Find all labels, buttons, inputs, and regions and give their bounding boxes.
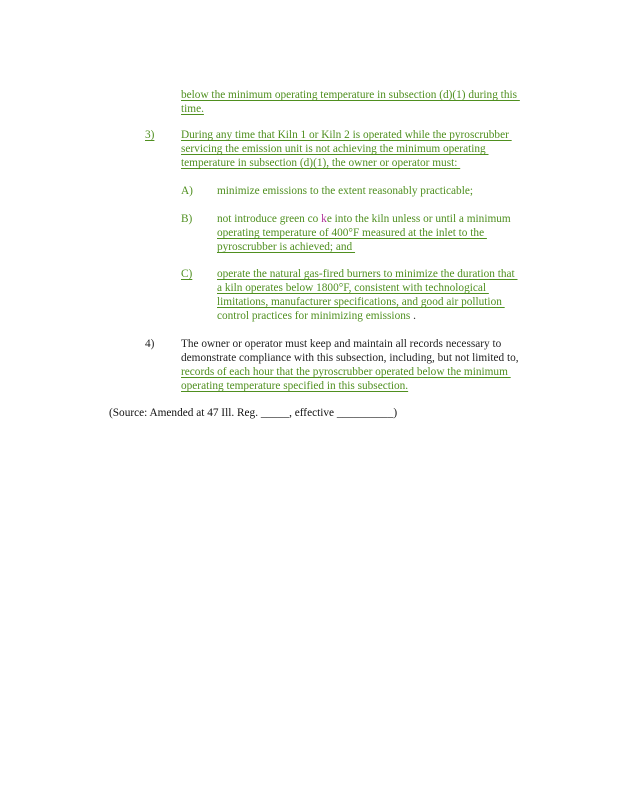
item-3-line-1: During any time that Kiln 1 or Kiln 2 is operated while the pyroscrubber <box>181 129 512 141</box>
sub-c-line-2: a kiln operates below 1800°F, consistent with technological <box>217 282 489 294</box>
sub-a-marker: A) <box>181 185 193 197</box>
item-3-marker: 3) <box>145 129 155 141</box>
sub-b-line-2: operating temperature of 400°F measured at the inlet to the <box>217 227 487 239</box>
item-4-line-3: records of each hour that the pyroscrubber operated below the minimum <box>181 366 511 378</box>
sub-b-line-3: pyroscrubber is achieved; and <box>217 241 356 253</box>
sub-c-line-4 <box>217 309 416 324</box>
sub-c-line-4-tail: . <box>413 310 416 322</box>
sub-c-line-4-text: control practices for minimizing emissions <box>217 310 414 322</box>
item-3-line-2: servicing the emission unit is not achieving the minimum operating <box>181 143 489 155</box>
sub-c-line-1: operate the natural gas-fired burners to minimize the duration that <box>217 268 518 280</box>
item-4-marker: 4) <box>145 338 155 350</box>
sub-b-line-1-post: e into the kiln unless or until a minimum <box>326 213 511 225</box>
item-4-line-1: The owner or operator must keep and maintain all records necessary to <box>181 338 502 350</box>
item-4-line-2: demonstrate compliance with this subsection, including, but not limited to, <box>181 352 519 364</box>
sub-c-marker: C) <box>181 268 193 280</box>
sub-c-line-3: limitations, manufacturer specifications, and good air pollution <box>217 296 505 308</box>
intro-line-1: below the minimum operating temperature in subsection (d)(1) during this <box>181 89 520 101</box>
sub-b-line-1 <box>217 212 511 227</box>
item-4-line-4: operating temperature specified in this subsection. <box>181 380 409 392</box>
intro-line-2: time. <box>181 103 204 115</box>
item-3-line-3: temperature in subsection (d)(1), the owner or operator must: <box>181 157 461 169</box>
sub-b-marker: B) <box>181 213 193 225</box>
sub-b-line-1-pre: not introduce green co <box>217 213 319 225</box>
sub-a-text: minimize emissions to the extent reasonably practicable; <box>217 185 473 197</box>
sub-b-line-1-mid: k <box>321 213 327 225</box>
source-note: (Source: Amended at 47 Ill. Reg. _____, effective __________) <box>109 407 398 419</box>
